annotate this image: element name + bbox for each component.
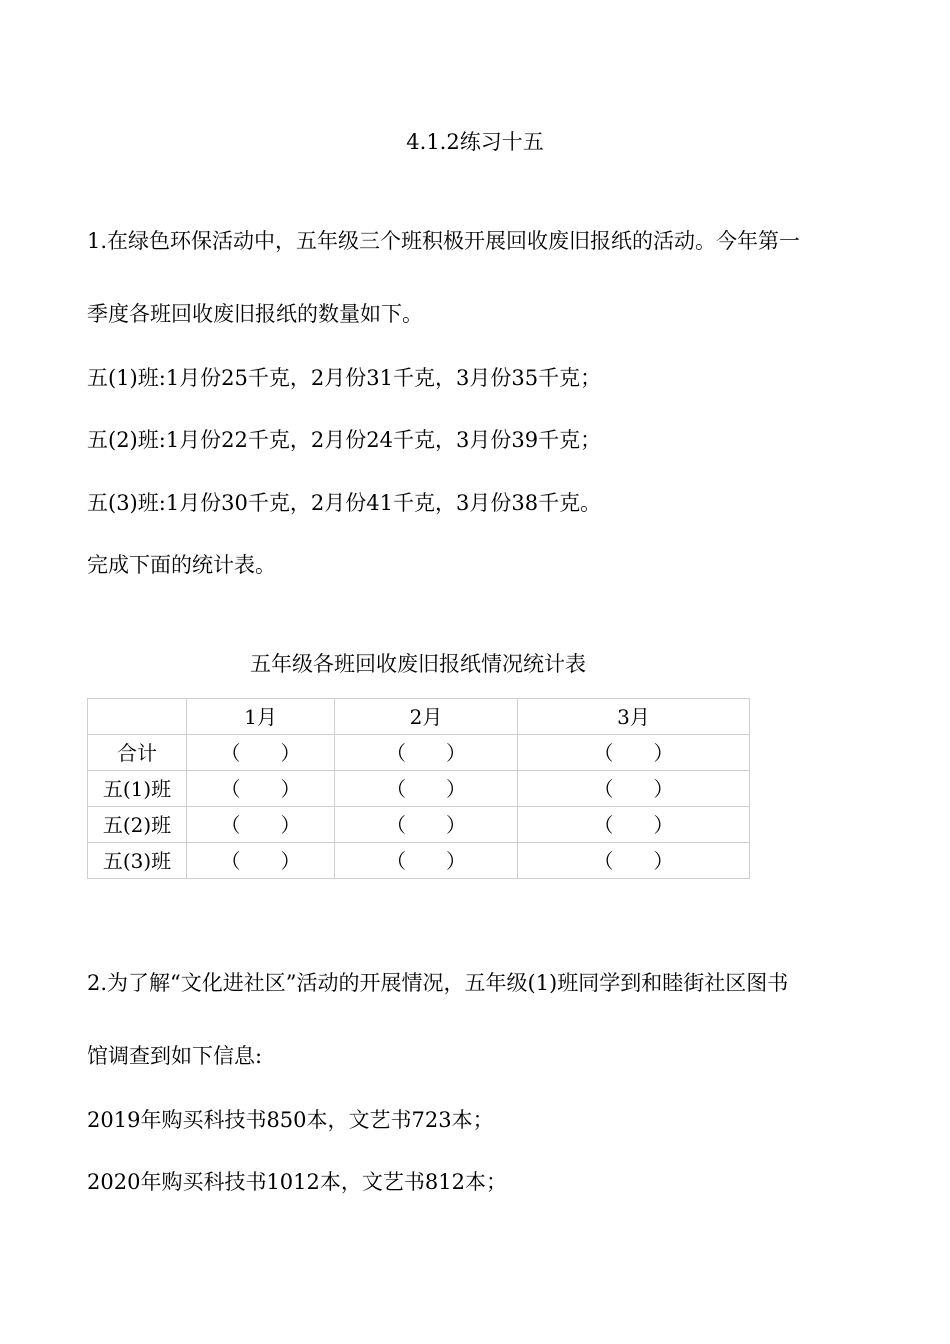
row-label-total: 合计 xyxy=(88,735,187,771)
table-row-total xyxy=(88,735,750,771)
answer-blank[interactable]: （ ） xyxy=(335,807,518,843)
table-title: 五年级各班回收废旧报纸情况统计表 xyxy=(250,652,586,676)
table-row-class-2 xyxy=(88,807,750,843)
table-header-january: 1月 xyxy=(187,699,335,735)
year-2020-data-line: 2020年购买科技书1012本，文艺书812本； xyxy=(87,1170,507,1194)
answer-blank[interactable]: （ ） xyxy=(187,843,335,879)
page-title: 4.1.2练习十五 xyxy=(406,130,544,154)
question-2-text-line-2: 馆调查到如下信息: xyxy=(87,1044,263,1068)
class-2-data-line: 五(2)班:1月份22千克，2月份24千克，3月份39千克； xyxy=(87,428,602,452)
answer-blank[interactable]: （ ） xyxy=(518,807,750,843)
answer-blank[interactable]: （ ） xyxy=(518,735,750,771)
answer-blank[interactable]: （ ） xyxy=(187,771,335,807)
row-label-class-3: 五(3)班 xyxy=(88,843,187,879)
row-label-class-1: 五(1)班 xyxy=(88,771,187,807)
answer-blank[interactable]: （ ） xyxy=(187,735,335,771)
row-label-class-2: 五(2)班 xyxy=(88,807,187,843)
table-row-class-1 xyxy=(88,771,750,807)
table-header-row xyxy=(88,699,750,735)
answer-blank[interactable]: （ ） xyxy=(335,771,518,807)
question-1-instruction: 完成下面的统计表。 xyxy=(87,553,276,577)
class-1-data-line: 五(1)班:1月份25千克，2月份31千克，3月份35千克； xyxy=(87,366,602,390)
table-header-february: 2月 xyxy=(335,699,518,735)
year-2019-data-line: 2019年购买科技书850本，文艺书723本； xyxy=(87,1108,494,1132)
answer-blank[interactable]: （ ） xyxy=(518,771,750,807)
answer-blank[interactable]: （ ） xyxy=(187,807,335,843)
table-row-class-3 xyxy=(88,843,750,879)
answer-blank[interactable]: （ ） xyxy=(335,735,518,771)
statistics-table xyxy=(87,698,750,879)
question-2-text-line-1: 2.为了解“文化进社区”活动的开展情况，五年级(1)班同学到和睦街社区图书 xyxy=(87,971,789,995)
answer-blank[interactable]: （ ） xyxy=(335,843,518,879)
table-header-corner xyxy=(88,699,187,735)
table-header-march: 3月 xyxy=(518,699,750,735)
answer-blank[interactable]: （ ） xyxy=(518,843,750,879)
question-1-text-line-2: 季度各班回收废旧报纸的数量如下。 xyxy=(87,302,423,326)
question-1-text-line-1: 1.在绿色环保活动中，五年级三个班积极开展回收废旧报纸的活动。今年第一 xyxy=(87,229,801,253)
class-3-data-line: 五(3)班:1月份30千克，2月份41千克，3月份38千克。 xyxy=(87,491,602,515)
